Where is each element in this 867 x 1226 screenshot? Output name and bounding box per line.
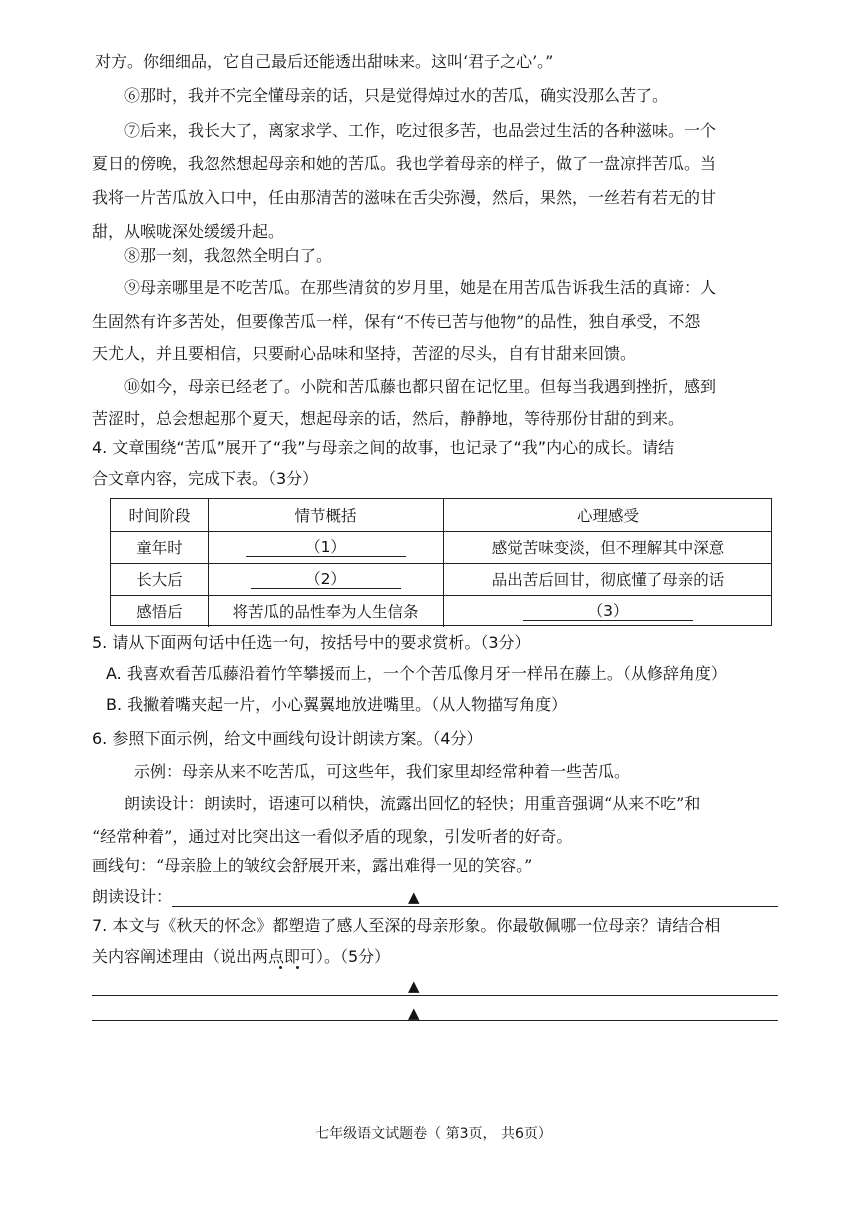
table-cell-feeling: 感觉苦味变淡，但不理解其中深意 xyxy=(491,539,725,557)
table-cell-plot: 将苦瓜的品性奉为人生信条 xyxy=(208,595,444,627)
paragraph-10-line: ⑩如今，母亲已经老了。小院和苦瓜藤也都只留在记忆里。但每当我遇到挫折，感到 xyxy=(124,377,717,396)
paragraph-7-line: 我将一片苦瓜放入口中，任由那清苦的滋味在舌尖弥漫，然后，果然，一丝若有若无的甘 xyxy=(92,188,717,207)
question-6-stem: 6. 参照下面示例，给文中画线句设计朗读方案。（4分） xyxy=(92,729,483,748)
table-cell-plot xyxy=(208,563,444,595)
question-6-answer-label: 朗读设计： xyxy=(92,887,173,906)
summary-table xyxy=(110,498,772,626)
paragraph-7-line: 甜，从喉咙深处缓缓升起。 xyxy=(92,222,285,241)
table-row xyxy=(111,563,771,596)
emphasis-dot xyxy=(279,966,282,969)
question-5-option-b: B. 我撇着嘴夹起一片，小心翼翼地放进嘴里。（从人物描写角度） xyxy=(106,695,568,714)
question-6-example: 示例：母亲从来不吃苦瓜，可这些年，我们家里却经常种着一些苦瓜。 xyxy=(134,762,631,781)
page-footer: 七年级语文试题卷（ 第3页， 共6页） xyxy=(315,1126,552,1142)
table-header: 情节概括 xyxy=(208,499,444,531)
answer-blank[interactable]: （2） xyxy=(251,570,401,589)
question-4-stem: 4. 文章围绕“苦瓜”展开了“我”与母亲之间的故事，也记录了“我”内心的成长。请结 xyxy=(92,438,675,457)
question-6-design: 朗读设计：朗读时，语速可以稍快，流露出回忆的轻快；用重音强调“从来不吃”和 xyxy=(124,794,701,813)
table-cell-feeling xyxy=(443,595,773,627)
answer-line[interactable] xyxy=(92,1020,778,1021)
question-7-stem: 7. 本文与《秋天的怀念》都塑造了感人至深的母亲形象。你最敬佩哪一位母亲？请结合相 xyxy=(92,916,721,935)
paragraph-9-line: 天尤人，并且要相信，只要耐心品味和坚持，苦涩的尽头，自有甘甜来回馈。 xyxy=(92,344,637,363)
question-5-stem: 5. 请从下面两句话中任选一句，按括号中的要求赏析。（3分） xyxy=(92,633,531,652)
question-7-stem: 关内容阐述理由（说出两点即可）。（5分） xyxy=(92,947,391,966)
table-cell-feeling: 品出苦后回甘，彻底懂了母亲的话 xyxy=(491,571,725,589)
table-header: 时间阶段 xyxy=(111,499,209,531)
table-cell-stage: 长大后 xyxy=(111,563,209,595)
table-cell-stage: 童年时 xyxy=(111,531,209,563)
emphasis-dot xyxy=(296,966,299,969)
table-row xyxy=(111,531,771,564)
question-6-design: “经常种着”，通过对比突出这一看似矛盾的现象，引发听者的好奇。 xyxy=(92,827,573,846)
triangle-marker-icon: ▲ xyxy=(408,1004,420,1022)
answer-line[interactable] xyxy=(92,995,778,996)
table-cell-stage: 感悟后 xyxy=(111,595,209,627)
answer-blank[interactable]: （3） xyxy=(523,602,693,621)
paragraph-8: ⑧那一刻，我忽然全明白了。 xyxy=(124,246,333,265)
paragraph-6: ⑥那时，我并不完全懂母亲的话，只是觉得焯过水的苦瓜，确实没那么苦了。 xyxy=(124,86,669,105)
triangle-marker-icon: ▲ xyxy=(408,888,420,906)
table-header: 心理感受 xyxy=(576,507,639,525)
answer-blank[interactable]: （1） xyxy=(246,538,406,557)
question-6-underlined-sentence: 画线句：“母亲脸上的皱纹会舒展开来，露出难得一见的笑容。” xyxy=(92,856,533,875)
table-header-row xyxy=(111,499,771,532)
question-5-option-a: A. 我喜欢看苦瓜藤沿着竹竿攀援而上，一个个苦瓜像月牙一样吊在藤上。（从修辞角度） xyxy=(106,664,727,683)
paragraph-7-line: ⑦后来，我长大了，离家求学、工作，吃过很多苦，也品尝过生活的各种滋味。一个 xyxy=(124,121,717,140)
paragraph-10-line: 苦涩时，总会想起那个夏天，想起母亲的话，然后，静静地，等待那份甘甜的到来。 xyxy=(92,409,685,428)
question-4-stem: 合文章内容，完成下表。（3分） xyxy=(92,469,319,488)
triangle-marker-icon: ▲ xyxy=(408,977,420,995)
paragraph-9-line: ⑨母亲哪里是不吃苦瓜。在那些清贫的岁月里，她是在用苦瓜告诉我生活的真谛：人 xyxy=(124,278,717,297)
paragraph-7-line: 夏日的傍晚，我忽然想起母亲和她的苦瓜。我也学着母亲的样子，做了一盘凉拌苦瓜。当 xyxy=(92,154,717,173)
table-row xyxy=(111,595,771,627)
table-cell-plot xyxy=(208,531,444,563)
passage-line: 对方。你细细品，它自己最后还能透出甜味来。这叫‘君子之心’。” xyxy=(95,52,554,71)
paragraph-9-line: 生固然有许多苦处，但要像苦瓜一样，保有“不传已苦与他物”的品性，独自承受，不怨 xyxy=(92,312,701,331)
answer-line[interactable] xyxy=(172,906,778,907)
